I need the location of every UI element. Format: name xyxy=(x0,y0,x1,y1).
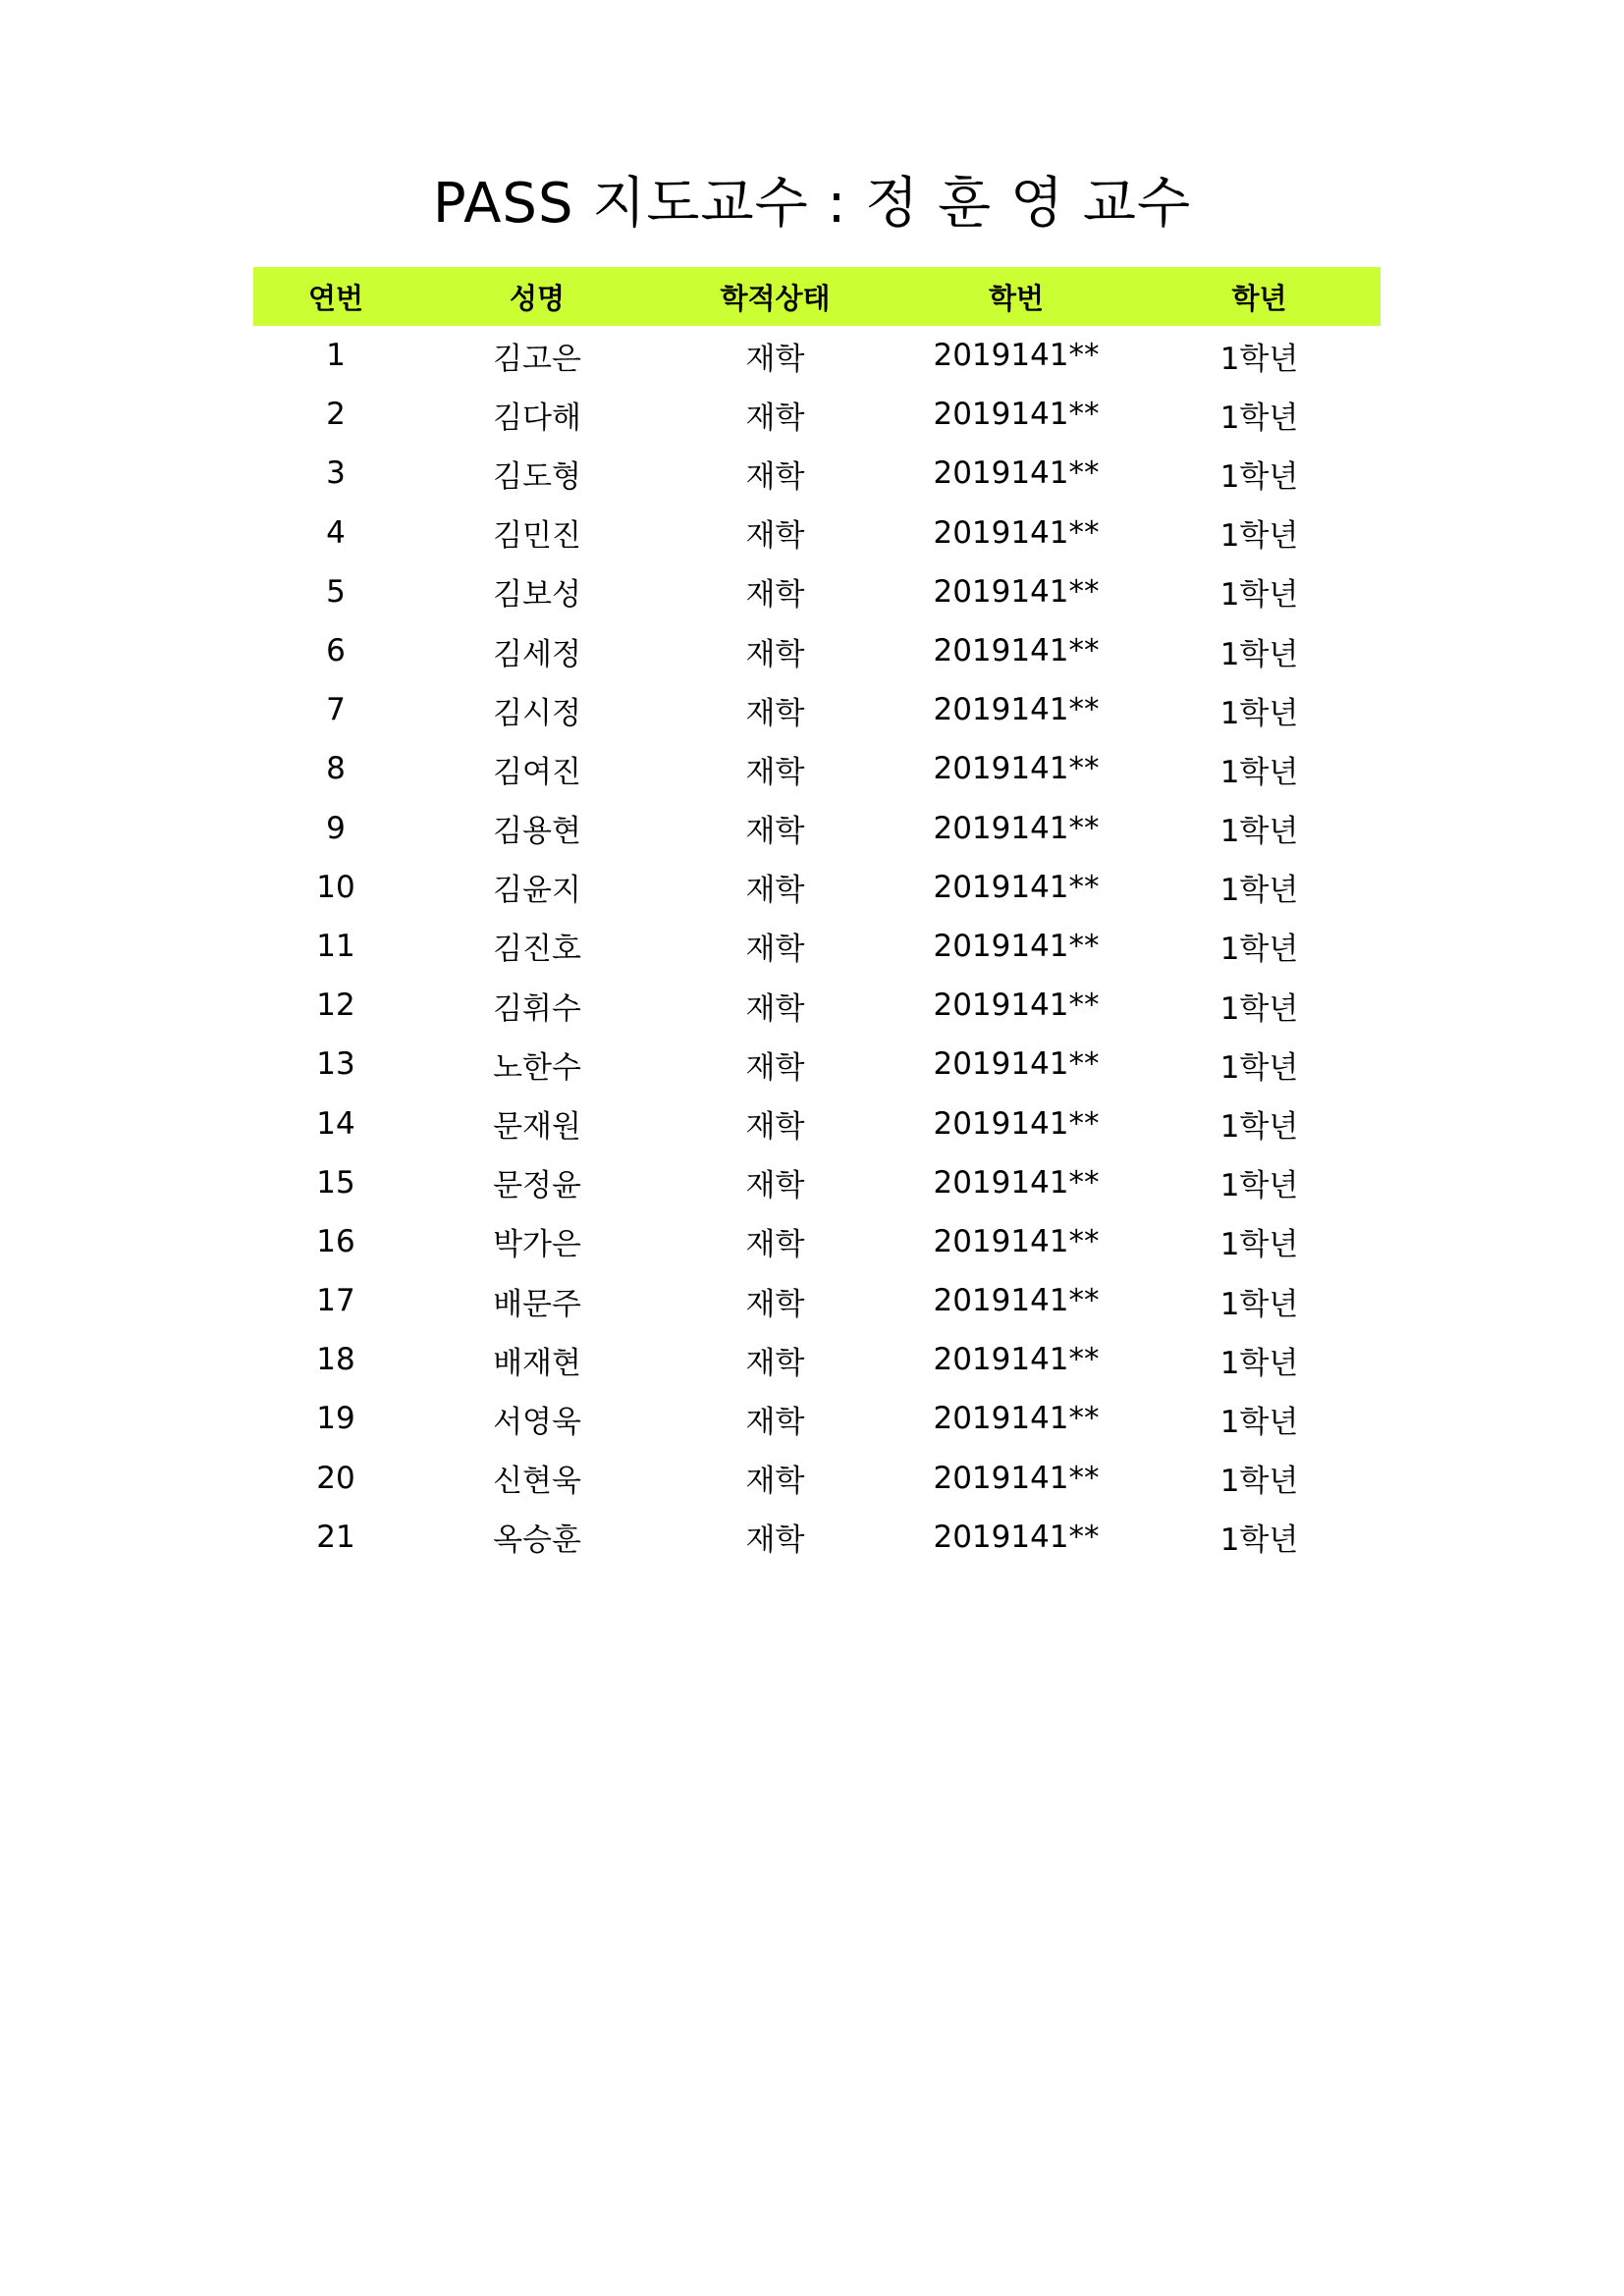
table-body xyxy=(253,326,1380,1567)
cell-name: 노한수 xyxy=(493,1049,581,1086)
table-row xyxy=(253,1330,1380,1389)
cell-no: 13 xyxy=(316,1046,355,1083)
cell-status: 재학 xyxy=(745,754,805,790)
table-row xyxy=(253,799,1380,858)
cell-grade: 1학년 xyxy=(1219,695,1299,731)
cell-grade: 1학년 xyxy=(1219,990,1299,1027)
cell-grade: 1학년 xyxy=(1219,341,1299,377)
cell-student-id: 2019141** xyxy=(933,1046,1100,1083)
cell-no: 8 xyxy=(326,751,346,787)
cell-student-id: 2019141** xyxy=(933,928,1100,964)
cell-no: 6 xyxy=(326,633,346,669)
cell-grade: 1학년 xyxy=(1219,577,1299,614)
cell-name: 문재원 xyxy=(493,1109,581,1146)
cell-status: 재학 xyxy=(745,400,805,436)
cell-student-id: 2019141** xyxy=(933,1519,1100,1555)
cell-grade: 1학년 xyxy=(1219,754,1299,790)
cell-name: 김용현 xyxy=(493,814,581,850)
header-grade: 학년 xyxy=(1231,281,1287,315)
cell-grade: 1학년 xyxy=(1219,1345,1299,1381)
cell-grade: 1학년 xyxy=(1219,814,1299,850)
table-row xyxy=(253,562,1380,621)
student-roster-table xyxy=(253,267,1380,1567)
cell-grade: 1학년 xyxy=(1219,636,1299,672)
cell-name: 옥승훈 xyxy=(493,1522,581,1559)
table-row xyxy=(253,326,1380,385)
table-row xyxy=(253,621,1380,680)
cell-status: 재학 xyxy=(745,1404,805,1440)
cell-status: 재학 xyxy=(745,990,805,1027)
cell-status: 재학 xyxy=(745,1049,805,1086)
table-header-row xyxy=(253,267,1380,326)
table-row xyxy=(253,976,1380,1035)
cell-name: 신현욱 xyxy=(493,1464,581,1500)
cell-name: 김다해 xyxy=(493,400,581,436)
cell-student-id: 2019141** xyxy=(933,1342,1100,1378)
cell-name: 김세정 xyxy=(493,636,581,672)
cell-student-id: 2019141** xyxy=(933,988,1100,1024)
cell-name: 김민진 xyxy=(493,518,581,555)
header-no: 연번 xyxy=(307,281,364,315)
table-row xyxy=(253,385,1380,444)
cell-no: 16 xyxy=(316,1223,355,1259)
cell-no: 1 xyxy=(326,338,346,374)
table-row xyxy=(253,1153,1380,1212)
table-row xyxy=(253,1271,1380,1330)
cell-name: 김고은 xyxy=(493,341,581,377)
cell-student-id: 2019141** xyxy=(933,692,1100,728)
cell-student-id: 2019141** xyxy=(933,751,1100,787)
cell-status: 재학 xyxy=(745,814,805,850)
cell-name: 김보성 xyxy=(493,577,581,614)
cell-student-id: 2019141** xyxy=(933,1164,1100,1201)
table-row xyxy=(253,917,1380,976)
table-row xyxy=(253,504,1380,562)
cell-status: 재학 xyxy=(745,1345,805,1381)
cell-grade: 1학년 xyxy=(1219,1286,1299,1322)
cell-grade: 1학년 xyxy=(1219,1168,1299,1204)
table-row xyxy=(253,444,1380,503)
cell-no: 3 xyxy=(326,455,346,492)
cell-no: 7 xyxy=(326,692,346,728)
cell-no: 5 xyxy=(326,573,346,610)
cell-no: 17 xyxy=(316,1283,355,1319)
cell-status: 재학 xyxy=(745,1286,805,1322)
cell-status: 재학 xyxy=(745,341,805,377)
cell-status: 재학 xyxy=(745,458,805,495)
cell-name: 문정윤 xyxy=(493,1168,581,1204)
cell-status: 재학 xyxy=(745,1168,805,1204)
table-row xyxy=(253,1035,1380,1094)
cell-grade: 1학년 xyxy=(1219,458,1299,495)
cell-status: 재학 xyxy=(745,932,805,968)
cell-student-id: 2019141** xyxy=(933,455,1100,492)
cell-no: 4 xyxy=(326,514,346,551)
cell-status: 재학 xyxy=(745,1464,805,1500)
cell-name: 배재현 xyxy=(493,1345,581,1381)
cell-student-id: 2019141** xyxy=(933,397,1100,433)
cell-student-id: 2019141** xyxy=(933,869,1100,905)
header-student-id: 학번 xyxy=(988,281,1045,315)
cell-student-id: 2019141** xyxy=(933,1105,1100,1142)
table-row xyxy=(253,1449,1380,1508)
cell-no: 2 xyxy=(326,397,346,433)
cell-status: 재학 xyxy=(745,636,805,672)
cell-grade: 1학년 xyxy=(1219,1227,1299,1263)
cell-student-id: 2019141** xyxy=(933,514,1100,551)
cell-no: 12 xyxy=(316,988,355,1024)
cell-no: 11 xyxy=(316,928,355,964)
cell-status: 재학 xyxy=(745,1522,805,1559)
cell-status: 재학 xyxy=(745,577,805,614)
cell-no: 20 xyxy=(316,1460,355,1496)
cell-student-id: 2019141** xyxy=(933,573,1100,610)
header-status: 학적상태 xyxy=(720,281,831,315)
header-name: 성명 xyxy=(509,281,566,315)
cell-no: 10 xyxy=(316,869,355,905)
cell-no: 14 xyxy=(316,1105,355,1142)
cell-student-id: 2019141** xyxy=(933,338,1100,374)
table-row xyxy=(253,858,1380,917)
cell-grade: 1학년 xyxy=(1219,873,1299,909)
table-row xyxy=(253,680,1380,739)
cell-student-id: 2019141** xyxy=(933,633,1100,669)
cell-name: 김여진 xyxy=(493,754,581,790)
cell-no: 9 xyxy=(326,810,346,846)
cell-student-id: 2019141** xyxy=(933,1283,1100,1319)
cell-student-id: 2019141** xyxy=(933,810,1100,846)
cell-name: 배문주 xyxy=(493,1286,581,1322)
cell-student-id: 2019141** xyxy=(933,1401,1100,1437)
cell-grade: 1학년 xyxy=(1219,1049,1299,1086)
cell-student-id: 2019141** xyxy=(933,1460,1100,1496)
cell-status: 재학 xyxy=(745,518,805,555)
cell-name: 김시정 xyxy=(493,695,581,731)
cell-status: 재학 xyxy=(745,873,805,909)
table-row xyxy=(253,1389,1380,1448)
table-row xyxy=(253,1508,1380,1567)
cell-student-id: 2019141** xyxy=(933,1223,1100,1259)
cell-grade: 1학년 xyxy=(1219,1404,1299,1440)
cell-grade: 1학년 xyxy=(1219,1522,1299,1559)
cell-name: 김진호 xyxy=(493,932,581,968)
cell-no: 15 xyxy=(316,1164,355,1201)
cell-grade: 1학년 xyxy=(1219,1109,1299,1146)
cell-name: 서영욱 xyxy=(493,1404,581,1440)
cell-grade: 1학년 xyxy=(1219,932,1299,968)
table-row xyxy=(253,739,1380,798)
cell-status: 재학 xyxy=(745,1227,805,1263)
page-title: PASS 지도교수 : 정 훈 영 교수 xyxy=(432,172,1192,236)
table-row xyxy=(253,1212,1380,1271)
cell-status: 재학 xyxy=(745,695,805,731)
cell-no: 19 xyxy=(316,1401,355,1437)
cell-grade: 1학년 xyxy=(1219,518,1299,555)
cell-name: 김도형 xyxy=(493,458,581,495)
cell-grade: 1학년 xyxy=(1219,400,1299,436)
cell-no: 21 xyxy=(316,1519,355,1555)
cell-name: 박가은 xyxy=(493,1227,581,1263)
cell-grade: 1학년 xyxy=(1219,1464,1299,1500)
table-row xyxy=(253,1094,1380,1152)
cell-status: 재학 xyxy=(745,1109,805,1146)
cell-name: 김윤지 xyxy=(493,873,581,909)
cell-no: 18 xyxy=(316,1342,355,1378)
cell-name: 김휘수 xyxy=(493,990,581,1027)
